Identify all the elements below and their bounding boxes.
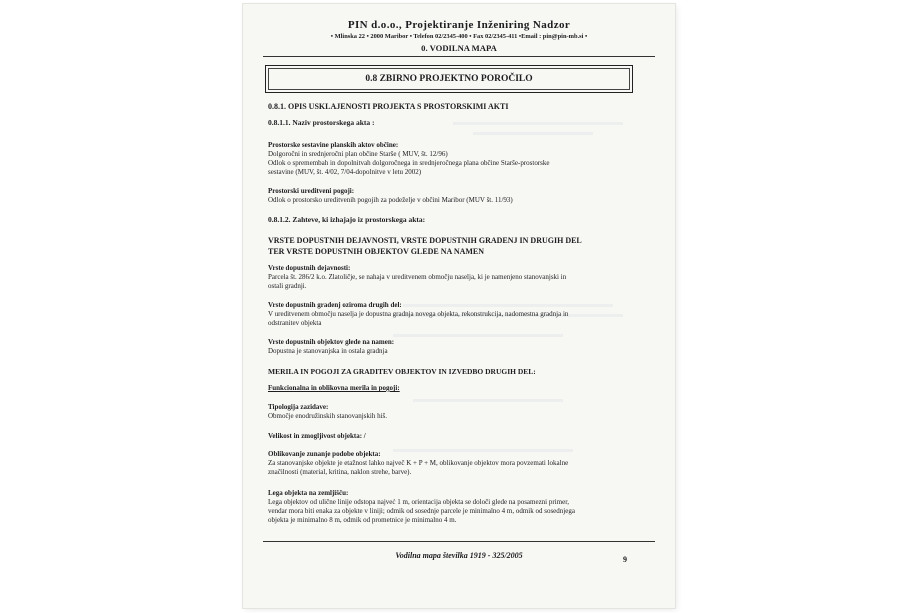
tipologija-label: Tipologija zazidave: [268, 403, 329, 411]
report-title: 0.8 ZBIRNO PROJEKTNO POROČILO [365, 74, 533, 84]
planski-akti-line: Dolgoročni in srednjeročni plan občine Starše ( MUV, št. 12/96) [268, 150, 448, 158]
objektov-label: Vrste dopustnih objektov glede na namen: [268, 338, 395, 346]
footer-divider [263, 541, 655, 542]
planski-akti-line: sestavine (MUV, št. 4/02, 7/04-dopolnitve v letu 2002) [268, 168, 422, 176]
report-title-box [265, 65, 633, 93]
velikost-label: Velikost in zmogljivost objekta: / [268, 432, 366, 440]
planski-akti-line: Odlok o spremembah in dopolnitvah dolgoročnega in srednjeročnega plana občine Starše-prostorske [268, 159, 550, 167]
document-page [243, 4, 675, 608]
bleed-through-mark [393, 334, 563, 337]
lega-label: Lega objekta na zemljišču: [268, 489, 349, 497]
gradenj-line: V ureditvenem območju naselja je dopustna gradnja novega objekta, rekonstrukcija, nadomestna gradnja in [268, 310, 569, 318]
oblikovanje-line: značilnosti (material, kritina, naklon strehe, barve). [268, 468, 412, 476]
dejavnosti-line: ostali gradnji. [268, 282, 307, 290]
lega-line: vendar mora biti enaka za objekte v liniji; odmik od sosednje parcele je minimalno 4 m, odmik od sosednjega [268, 507, 575, 515]
oblikovanje-line: Za stanovanjske objekte je etažnost lahko največ K + P + M, oblikovanje objektov mora povzemati lokalne [268, 459, 569, 467]
objektov-line: Dopustna je stanovanjska in ostala gradnja [268, 347, 388, 355]
header-divider [263, 56, 655, 57]
subsection-heading: 0.8.1.2. Zahteve, ki izhajajo iz prostorskega akta: [268, 215, 426, 224]
company-name: PIN d.o.o., Projektiranje Inženiring Nadzor [347, 19, 571, 31]
merila-heading: MERILA IN POGOJI ZA GRADITEV OBJEKTOV IN IZVEDBO DRUGIH DEL: [268, 367, 536, 376]
tipologija-line: Območje enodružinskih stanovanjskih hiš. [268, 412, 387, 420]
bleed-through-mark [403, 304, 613, 307]
section-heading: 0.8.1. OPIS USKLAJENOSTI PROJEKTA S PROSTORSKIMI AKTI [268, 102, 509, 111]
funkcionalna-label: Funkcionalna in oblikovna merila in pogoji: [268, 384, 400, 392]
oblikovanje-label: Oblikovanje zunanje podobe objekta: [268, 450, 381, 458]
page-number: 9 [623, 555, 627, 564]
footer-text: Vodilna mapa številka 1919 - 325/2005 [395, 551, 523, 560]
bleed-through-mark [393, 449, 573, 452]
bleed-through-mark [453, 122, 623, 125]
lega-line: Lega objektov od ulične linije odstopa najveć 1 m, orientacija objekta se določi glede na posamezni primer, [268, 498, 570, 506]
gradenj-line: odstranitev objekta [268, 319, 322, 327]
ureditveni-pogoji-label: Prostorski ureditveni pogoji: [268, 187, 355, 195]
company-contact: • Mlinska 22 • 2000 Maribor • Telefon 02/2345-400 • Fax 02/2345-411 •Email : pin@pin-mb.si • [330, 33, 588, 40]
ureditveni-pogoji-line: Odlok o prostorsko ureditvenih pogojih za podeželje v občini Maribor (MUV št. 11/93) [268, 196, 513, 204]
folder-title: 0. VODILNA MAPA [421, 43, 497, 53]
subsection-heading: 0.8.1.1. Naziv prostorskega akta : [268, 118, 375, 127]
caps-heading-line: TER VRSTE DOPUSTNIH OBJEKTOV GLEDE NA NAMEN [268, 247, 485, 256]
caps-heading-line: VRSTE DOPUSTNIH DEJAVNOSTI, VRSTE DOPUSTNIH GRADENJ IN DRUGIH DEL [268, 236, 582, 245]
bleed-through-mark [473, 132, 593, 135]
bleed-through-mark [413, 399, 563, 402]
planski-akti-label: Prostorske sestavine planskih aktov občine: [268, 141, 399, 149]
dejavnosti-line: Parcela št. 286/2 k.o. Zlatoličje, se nahaja v ureditvenem območju naselja, ki je namenjeno stanovanjski in [268, 273, 567, 281]
gradenj-label: Vrste dopustnih gradenj oziroma drugih del: [268, 301, 402, 309]
lega-line: objekta je minimalno 8 m, odmik od prometnice je minimalno 4 m. [268, 516, 457, 524]
dejavnosti-label: Vrste dopustnih dejavnosti: [268, 264, 351, 272]
